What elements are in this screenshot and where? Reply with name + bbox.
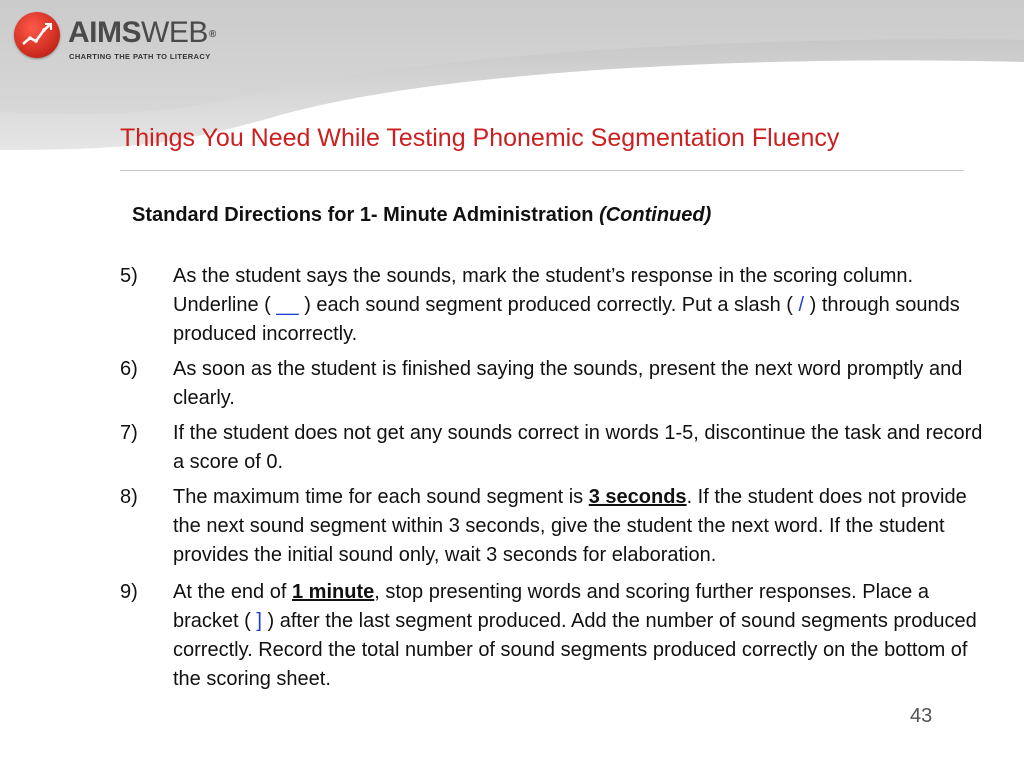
slide-title: Things You Need While Testing Phonemic Segmentation Fluency bbox=[120, 124, 840, 152]
step-number: 9) bbox=[120, 581, 138, 603]
bracket-mark: ] bbox=[256, 610, 262, 632]
emphasis-3-seconds: 3 seconds bbox=[588, 486, 687, 508]
direction-step bbox=[120, 355, 990, 413]
step-number: 5) bbox=[120, 265, 138, 287]
section-subheading: Standard Directions for 1- Minute Administration (Continued) bbox=[132, 204, 712, 226]
step-text: At the end of 1 minute, stop presenting words and scoring further responses. Place a bracket ( ] ) after the last segment produced. Add the number of sound segments produced correctly. Record the total number of sound segments produced correctly on the bottom of the scoring sheet. bbox=[173, 581, 977, 690]
direction-step bbox=[120, 419, 990, 477]
direction-step bbox=[120, 262, 990, 349]
step-number: 6) bbox=[120, 358, 138, 380]
step-text: As soon as the student is finished saying the sounds, present the next word promptly and clearly. bbox=[173, 358, 963, 409]
directions-list bbox=[120, 262, 990, 700]
direction-step bbox=[120, 483, 990, 570]
page-number: 43 bbox=[910, 705, 933, 727]
slash-mark: / bbox=[798, 294, 805, 316]
emphasis-1-minute: 1 minute bbox=[291, 581, 375, 603]
step-number: 7) bbox=[120, 422, 138, 444]
logo-wordmark: AIMSWEB® bbox=[68, 16, 216, 49]
logo-chart-icon bbox=[14, 12, 60, 58]
logo-tagline: CHARTING THE PATH TO LITERACY bbox=[69, 52, 211, 61]
underline-mark: __ bbox=[276, 294, 299, 316]
step-text: If the student does not get any sounds correct in words 1-5, discontinue the task and record a score of 0. bbox=[173, 422, 983, 473]
step-text: The maximum time for each sound segment is 3 seconds. If the student does not provide the next sound segment within 3 seconds, give the student the next word. If the student provides the initial sound only, wait 3 seconds for elaboration. bbox=[173, 486, 967, 566]
continued-label: (Continued) bbox=[599, 204, 712, 226]
direction-step bbox=[120, 578, 990, 694]
aimsweb-logo bbox=[14, 12, 214, 64]
step-text: As the student says the sounds, mark the student’s response in the scoring column. Underline ( __ ) each sound segment produced correctly. Put a slash ( / ) through sounds produced incorrectly. bbox=[173, 265, 960, 345]
title-divider bbox=[120, 170, 964, 171]
step-number: 8) bbox=[120, 486, 138, 508]
